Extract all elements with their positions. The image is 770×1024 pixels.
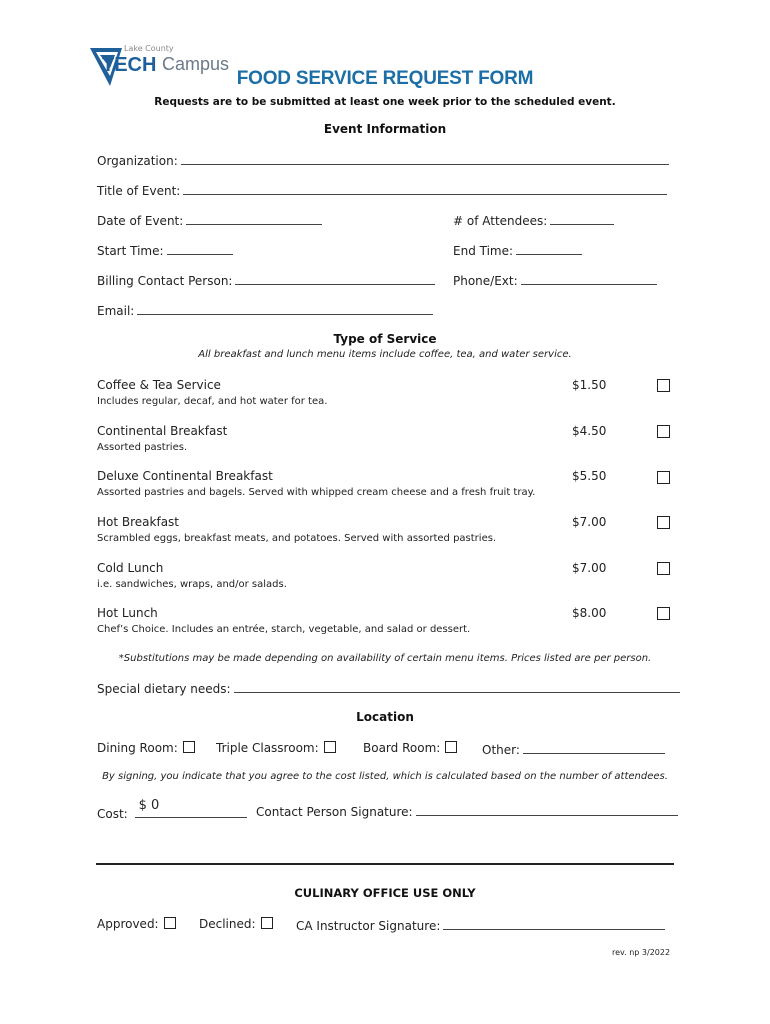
email-label: Email: <box>97 304 135 318</box>
dining-room-label: Dining Room: <box>97 741 178 755</box>
service-item-description: Scrambled eggs, breakfast meats, and potatoes. Served with assorted pastries. <box>97 533 497 544</box>
service-item-price: $7.00 <box>572 515 607 529</box>
other-location-input-line[interactable] <box>523 741 665 754</box>
service-item-name: Continental Breakfast <box>97 424 228 438</box>
billing-contact-label: Billing Contact Person: <box>97 274 233 288</box>
title-of-event-label: Title of Event: <box>97 184 181 198</box>
substitution-note: *Substitutions may be made depending on availability of certain menu items. Prices listed are per person. <box>118 653 652 664</box>
office-use-heading: CULINARY OFFICE USE ONLY <box>294 886 476 900</box>
declined-label: Declined: <box>199 917 256 931</box>
title-of-event-input-line[interactable] <box>183 182 667 195</box>
logo-top-text: Lake County <box>124 44 174 53</box>
billing-contact-field[interactable] <box>97 272 435 288</box>
coffee-tea-checkbox[interactable] <box>657 379 670 392</box>
email-field[interactable] <box>97 302 433 318</box>
instructor-signature-field[interactable] <box>296 917 665 933</box>
deluxe-continental-breakfast-checkbox[interactable] <box>657 471 670 484</box>
date-of-event-label: Date of Event: <box>97 214 184 228</box>
attendees-label: # of Attendees: <box>453 214 548 228</box>
cost-field[interactable] <box>97 798 247 821</box>
service-item-price: $1.50 <box>572 378 607 392</box>
contact-signature-field[interactable] <box>256 803 678 819</box>
attendees-field[interactable] <box>453 212 614 228</box>
form-title: FOOD SERVICE REQUEST FORM <box>236 68 534 89</box>
service-item-price: $8.00 <box>572 606 607 620</box>
end-time-field[interactable] <box>453 242 582 258</box>
agreement-note: By signing, you indicate that you agree to the cost listed, which is calculated based on the number of attendees. <box>102 771 668 782</box>
other-location-field[interactable] <box>482 741 665 757</box>
service-item-description: Includes regular, decaf, and hot water for tea. <box>97 396 328 407</box>
service-item-description: Assorted pastries and bagels. Served with whipped cream cheese and a fresh fruit tray. <box>97 487 536 498</box>
type-of-service-heading: Type of Service <box>333 332 437 346</box>
revision-label: rev. np 3/2022 <box>612 948 671 957</box>
instructor-signature-label: CA Instructor Signature: <box>296 919 441 933</box>
service-item-name: Cold Lunch <box>97 561 164 575</box>
start-time-label: Start Time: <box>97 244 164 258</box>
date-of-event-field[interactable] <box>97 212 322 228</box>
cost-value: $ 0 <box>138 798 160 813</box>
service-item-description: Assorted pastries. <box>97 442 188 453</box>
dining-room-option[interactable] <box>97 741 195 755</box>
special-dietary-label: Special dietary needs: <box>97 682 231 696</box>
other-location-label: Other: <box>482 743 520 757</box>
triple-classroom-label: Triple Classroom: <box>216 741 319 755</box>
form-subtitle: Requests are to be submitted at least one week prior to the scheduled event. <box>154 96 616 108</box>
logo-brand-light: Campus <box>162 54 230 74</box>
event-information-heading: Event Information <box>323 122 447 136</box>
organization-label: Organization: <box>97 154 178 168</box>
service-item-name: Hot Lunch <box>97 606 158 620</box>
service-item-description: i.e. sandwiches, wraps, and/or salads. <box>97 579 287 590</box>
special-dietary-input-line[interactable] <box>234 680 680 693</box>
phone-ext-field[interactable] <box>453 272 657 288</box>
board-room-option[interactable] <box>363 741 457 755</box>
hot-lunch-checkbox[interactable] <box>657 607 670 620</box>
declined-option[interactable] <box>199 917 273 931</box>
phone-ext-label: Phone/Ext: <box>453 274 518 288</box>
organization-input-line[interactable] <box>181 152 669 165</box>
start-time-field[interactable] <box>97 242 233 258</box>
service-item-price: $4.50 <box>572 424 607 438</box>
service-item-name: Coffee & Tea Service <box>97 378 221 392</box>
instructor-signature-input-line[interactable] <box>443 917 665 930</box>
logo-brand-bold: TECH <box>102 54 157 76</box>
approved-option[interactable] <box>97 917 176 931</box>
dining-room-checkbox[interactable] <box>183 741 195 753</box>
date-of-event-input-line[interactable] <box>186 212 322 225</box>
service-item-price: $5.50 <box>572 469 607 483</box>
start-time-input-line[interactable] <box>167 242 233 255</box>
hot-breakfast-checkbox[interactable] <box>657 516 670 529</box>
phone-ext-input-line[interactable] <box>521 272 657 285</box>
service-item-price: $7.00 <box>572 561 607 575</box>
organization-field[interactable] <box>97 152 669 168</box>
end-time-input-line[interactable] <box>516 242 582 255</box>
service-note: All breakfast and lunch menu items include coffee, tea, and water service. <box>198 349 572 360</box>
board-room-checkbox[interactable] <box>445 741 457 753</box>
board-room-label: Board Room: <box>363 741 441 755</box>
cold-lunch-checkbox[interactable] <box>657 562 670 575</box>
triple-classroom-checkbox[interactable] <box>324 741 336 753</box>
section-divider <box>96 863 674 865</box>
continental-breakfast-checkbox[interactable] <box>657 425 670 438</box>
service-item-description: Chef’s Choice. Includes an entrée, starch, vegetable, and salad or dessert. <box>97 624 471 635</box>
declined-checkbox[interactable] <box>261 917 273 929</box>
cost-input-line[interactable] <box>135 798 247 818</box>
contact-signature-input-line[interactable] <box>416 803 678 816</box>
service-item-name: Hot Breakfast <box>97 515 180 529</box>
contact-signature-label: Contact Person Signature: <box>256 805 413 819</box>
triple-classroom-option[interactable] <box>216 741 336 755</box>
approved-label: Approved: <box>97 917 159 931</box>
cost-label: Cost: <box>97 807 128 821</box>
approved-checkbox[interactable] <box>164 917 176 929</box>
location-heading: Location <box>356 710 414 724</box>
attendees-input-line[interactable] <box>550 212 614 225</box>
end-time-label: End Time: <box>453 244 514 258</box>
title-of-event-field[interactable] <box>97 182 667 198</box>
email-input-line[interactable] <box>137 302 433 315</box>
billing-contact-input-line[interactable] <box>235 272 435 285</box>
special-dietary-field[interactable] <box>97 680 680 696</box>
service-item-name: Deluxe Continental Breakfast <box>97 469 273 483</box>
